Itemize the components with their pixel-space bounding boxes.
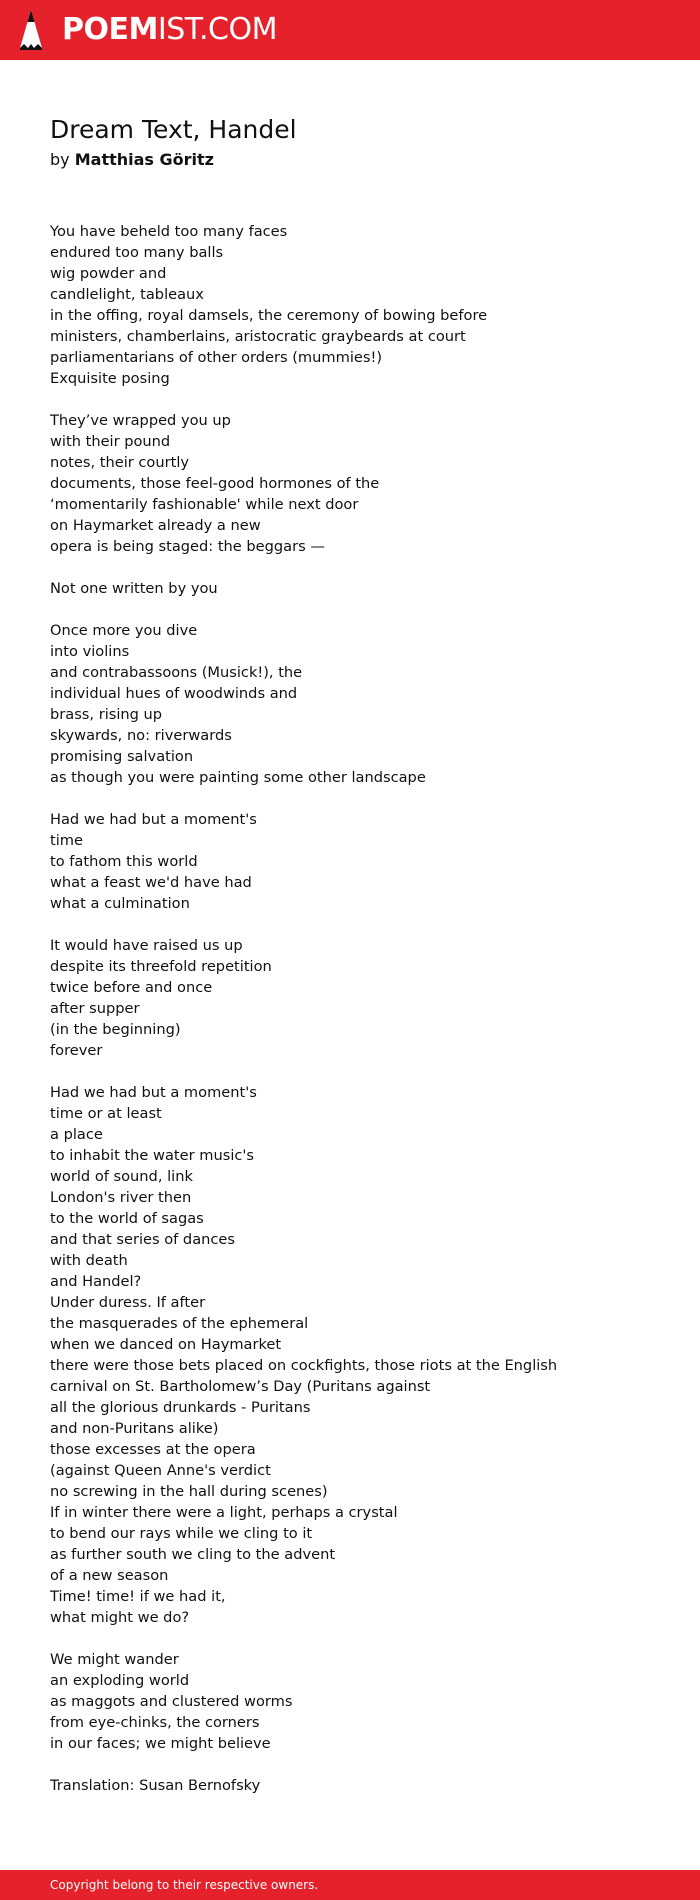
poem-line: to bend our rays while we cling to it — [50, 1525, 313, 1542]
poem-line: and non-Puritans alike) — [50, 1420, 219, 1437]
poem-line: opera is being staged: the beggars — — [50, 538, 325, 555]
poem-title: Dream Text, Handel — [50, 115, 297, 144]
poem-line: of a new season — [50, 1567, 169, 1584]
copyright-text: Copyright belong to their respective owners. — [50, 1878, 319, 1892]
poem-line: (against Queen Anne's verdict — [50, 1462, 271, 1479]
poem-line: no screwing in the hall during scenes) — [50, 1483, 328, 1500]
poem-stanza — [50, 578, 660, 599]
poem-line: carnival on St. Bartholomew’s Day (Puritans against — [50, 1378, 431, 1395]
poem-line: twice before and once — [50, 979, 213, 996]
poem-line: Time! time! if we had it, — [50, 1588, 226, 1605]
poem-line: as though you were painting some other landscape — [50, 769, 426, 786]
poem-line: Had we had but a moment's — [50, 1084, 257, 1101]
poem-line: when we danced on Haymarket — [50, 1336, 282, 1353]
poem-line: promising salvation — [50, 748, 194, 765]
poem-line: as further south we cling to the advent — [50, 1546, 336, 1563]
poem-line: documents, those feel-good hormones of the — [50, 475, 380, 492]
poem-line: and contrabassoons (Musick!), the — [50, 664, 303, 681]
pencil-tip-icon[interactable] — [18, 8, 44, 52]
poem-line: with their pound — [50, 433, 171, 450]
poem-line: in the offing, royal damsels, the ceremony of bowing before — [50, 307, 488, 324]
poem-byline — [50, 149, 660, 171]
site-logo[interactable] — [62, 12, 277, 47]
poem-line: world of sound, link — [50, 1168, 193, 1185]
poem-line: We might wander — [50, 1651, 179, 1668]
translation-credit: Translation: Susan Bernofsky — [50, 1777, 261, 1794]
poem-line: to fathom this world — [50, 853, 198, 870]
poem-line: wig powder and — [50, 265, 167, 282]
poem-line: ‘momentarily fashionable' while next door — [50, 496, 359, 513]
byline-prefix: by — [50, 150, 70, 169]
poem-line: and Handel? — [50, 1273, 142, 1290]
poem-line: brass, rising up — [50, 706, 163, 723]
poem-line: notes, their courtly — [50, 454, 190, 471]
poem-line: parliamentarians of other orders (mummies!) — [50, 349, 383, 366]
poem-stanza — [50, 809, 660, 914]
poem-line: into violins — [50, 643, 130, 660]
poem-line: Not one written by you — [50, 580, 218, 597]
poem-stanza — [50, 935, 660, 1061]
poem-line: the masquerades of the ephemeral — [50, 1315, 309, 1332]
poem-line: endured too many balls — [50, 244, 224, 261]
poem-line: time — [50, 832, 83, 849]
poem-line: Had we had but a moment's — [50, 811, 257, 828]
poem-line: They’ve wrapped you up — [50, 412, 231, 429]
logo-light-text: IST.COM — [157, 12, 277, 47]
poem-line: on Haymarket already a new — [50, 517, 261, 534]
poem-line: an exploding world — [50, 1672, 190, 1689]
poem-line: what a culmination — [50, 895, 190, 912]
poem-line: individual hues of woodwinds and — [50, 685, 298, 702]
poem-line: all the glorious drunkards - Puritans — [50, 1399, 311, 1416]
poem-line: from eye-chinks, the corners — [50, 1714, 260, 1731]
poem-line: Under duress. If after — [50, 1294, 206, 1311]
poem-line: despite its threefold repetition — [50, 958, 272, 975]
poem-line: in our faces; we might believe — [50, 1735, 271, 1752]
poem-line: Exquisite posing — [50, 370, 170, 387]
site-header — [0, 0, 700, 60]
poem-line: It would have raised us up — [50, 937, 243, 954]
poem-line: to the world of sagas — [50, 1210, 204, 1227]
poem-line: there were those bets placed on cockfights, those riots at the English — [50, 1357, 558, 1374]
poem-line: You have beheld too many faces — [50, 223, 288, 240]
poem-author[interactable]: Matthias Göritz — [74, 150, 214, 169]
poem-stanza — [50, 410, 660, 557]
poem-line: London's river then — [50, 1189, 192, 1206]
poem-line: forever — [50, 1042, 103, 1059]
poem-line: with death — [50, 1252, 128, 1269]
poem-line: those excesses at the opera — [50, 1441, 256, 1458]
poem-stanza — [50, 1082, 660, 1628]
poem-body — [50, 221, 660, 1754]
poem-content — [50, 113, 660, 1796]
poem-line: a place — [50, 1126, 103, 1143]
poem-line: after supper — [50, 1000, 140, 1017]
poem-line: If in winter there were a light, perhaps a crystal — [50, 1504, 398, 1521]
site-footer — [0, 1870, 700, 1900]
poem-line: what might we do? — [50, 1609, 190, 1626]
poem-line: as maggots and clustered worms — [50, 1693, 293, 1710]
poem-line: what a feast we'd have had — [50, 874, 252, 891]
poem-line: (in the beginning) — [50, 1021, 181, 1038]
poem-line: and that series of dances — [50, 1231, 235, 1248]
poem-line: to inhabit the water music's — [50, 1147, 255, 1164]
poem-stanza — [50, 620, 660, 788]
poem-line: Once more you dive — [50, 622, 198, 639]
poem-line: skywards, no: riverwards — [50, 727, 232, 744]
poem-stanza — [50, 1649, 660, 1754]
poem-line: ministers, chamberlains, aristocratic graybeards at court — [50, 328, 466, 345]
poem-line: time or at least — [50, 1105, 162, 1122]
logo-bold-text: POEM — [62, 12, 158, 47]
poem-stanza — [50, 221, 660, 389]
poem-line: candlelight, tableaux — [50, 286, 204, 303]
